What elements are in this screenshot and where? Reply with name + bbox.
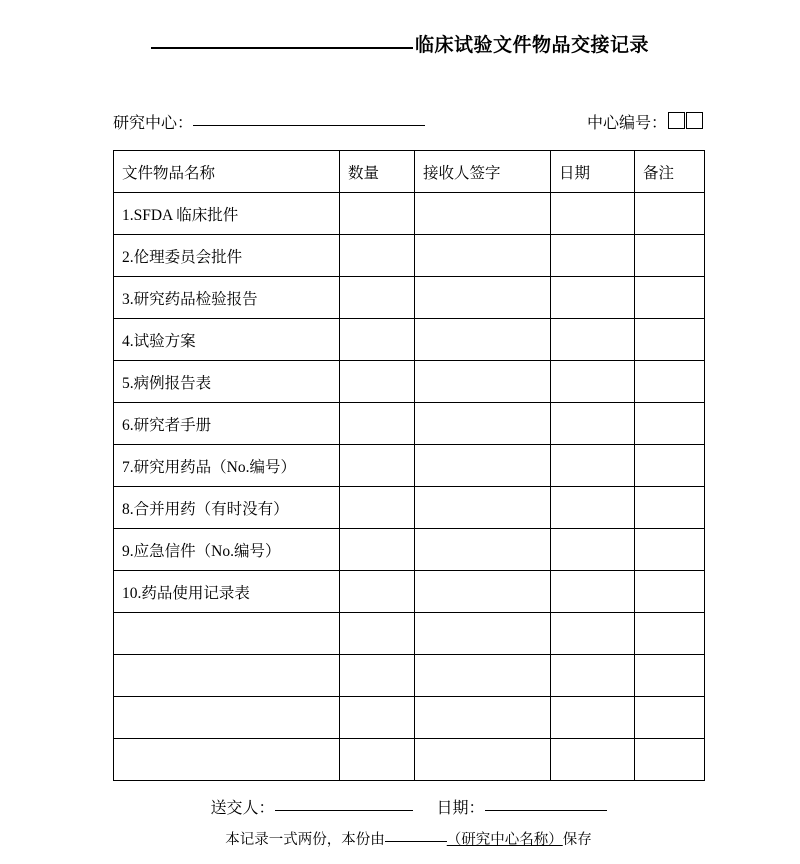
cell-qty[interactable] [340, 235, 415, 277]
table-row [114, 445, 705, 487]
cell-qty[interactable] [340, 571, 415, 613]
cell-note[interactable] [635, 277, 705, 319]
cell-name: 1.SFDA 临床批件 [114, 193, 340, 235]
cell-date[interactable] [551, 529, 635, 571]
table-row [114, 571, 705, 613]
cell-name: 2.伦理委员会批件 [114, 235, 340, 277]
cell-signature[interactable] [415, 193, 551, 235]
footer-signature-line [113, 795, 704, 818]
table-row [114, 529, 705, 571]
column-header-qty: 数量 [340, 151, 415, 193]
cell-signature[interactable] [415, 697, 551, 739]
cell-date[interactable] [551, 403, 635, 445]
title-fill-blank[interactable] [151, 47, 413, 49]
table-row [114, 319, 705, 361]
table-row [114, 655, 705, 697]
footer-note-suffix: 保存 [562, 832, 592, 848]
cell-signature[interactable] [415, 571, 551, 613]
cell-date[interactable] [551, 571, 635, 613]
footer-note-prefix: 本记录一式两份，本份由 [225, 832, 385, 848]
cell-note[interactable] [635, 697, 705, 739]
cell-note[interactable] [635, 739, 705, 781]
cell-note[interactable] [635, 235, 705, 277]
cell-date[interactable] [551, 193, 635, 235]
column-header-note: 备注 [635, 151, 705, 193]
column-header-name: 文件物品名称 [114, 151, 340, 193]
footer-note [113, 828, 704, 849]
footer-date-input-blank[interactable] [485, 810, 607, 811]
column-header-date: 日期 [551, 151, 635, 193]
cell-note[interactable] [635, 613, 705, 655]
cell-signature[interactable] [415, 739, 551, 781]
cell-name: 8.合并用药（有时没有） [114, 487, 340, 529]
cell-qty[interactable] [340, 613, 415, 655]
cell-signature[interactable] [415, 361, 551, 403]
cell-note[interactable] [635, 193, 705, 235]
cell-date[interactable] [551, 277, 635, 319]
cell-name[interactable] [114, 655, 340, 697]
table-row [114, 403, 705, 445]
table-row [114, 277, 705, 319]
table-row [114, 613, 705, 655]
cell-date[interactable] [551, 235, 635, 277]
submitter-label: 送交人： [210, 800, 275, 817]
handover-table [113, 150, 705, 781]
cell-date[interactable] [551, 655, 635, 697]
cell-name[interactable] [114, 613, 340, 655]
cell-qty[interactable] [340, 277, 415, 319]
cell-qty[interactable] [340, 403, 415, 445]
cell-note[interactable] [635, 445, 705, 487]
table-row [114, 697, 705, 739]
cell-qty[interactable] [340, 445, 415, 487]
header-fields [113, 110, 703, 133]
cell-date[interactable] [551, 697, 635, 739]
submitter-input-blank[interactable] [275, 810, 413, 811]
cell-date[interactable] [551, 739, 635, 781]
cell-name: 4.试验方案 [114, 319, 340, 361]
cell-qty[interactable] [340, 361, 415, 403]
cell-name: 3.研究药品检验报告 [114, 277, 340, 319]
cell-note[interactable] [635, 361, 705, 403]
cell-signature[interactable] [415, 445, 551, 487]
cell-signature[interactable] [415, 277, 551, 319]
footer-note-blank[interactable] [385, 841, 447, 842]
cell-signature[interactable] [415, 655, 551, 697]
cell-name: 9.应急信件（No.编号） [114, 529, 340, 571]
cell-name: 6.研究者手册 [114, 403, 340, 445]
cell-signature[interactable] [415, 613, 551, 655]
cell-name[interactable] [114, 739, 340, 781]
cell-note[interactable] [635, 487, 705, 529]
cell-name: 5.病例报告表 [114, 361, 340, 403]
cell-note[interactable] [635, 571, 705, 613]
center-number-label: 中心编号： [586, 115, 667, 132]
cell-date[interactable] [551, 361, 635, 403]
table-header-row [114, 151, 705, 193]
cell-date[interactable] [551, 319, 635, 361]
cell-note[interactable] [635, 403, 705, 445]
center-number-box-2[interactable] [686, 112, 703, 129]
cell-date[interactable] [551, 487, 635, 529]
page-title-text: 临床试验文件物品交接记录 [414, 35, 649, 56]
cell-note[interactable] [635, 529, 705, 571]
cell-signature[interactable] [415, 235, 551, 277]
cell-qty[interactable] [340, 697, 415, 739]
table-row [114, 739, 705, 781]
center-number-field [587, 110, 703, 133]
cell-qty[interactable] [340, 739, 415, 781]
cell-qty[interactable] [340, 487, 415, 529]
cell-name: 10.药品使用记录表 [114, 571, 340, 613]
cell-note[interactable] [635, 319, 705, 361]
table-row [114, 235, 705, 277]
cell-qty[interactable] [340, 655, 415, 697]
center-input-blank[interactable] [193, 125, 425, 126]
cell-qty[interactable] [340, 319, 415, 361]
page-title [0, 30, 800, 57]
table-row [114, 487, 705, 529]
cell-signature[interactable] [415, 487, 551, 529]
cell-name: 7.研究用药品（No.编号） [114, 445, 340, 487]
footer-note-middle: （研究中心名称） [446, 832, 563, 848]
cell-note[interactable] [635, 655, 705, 697]
cell-qty[interactable] [340, 193, 415, 235]
center-label: 研究中心： [113, 115, 194, 132]
cell-signature[interactable] [415, 319, 551, 361]
table-row [114, 193, 705, 235]
table-row [114, 361, 705, 403]
cell-signature[interactable] [415, 529, 551, 571]
cell-date[interactable] [551, 613, 635, 655]
cell-date[interactable] [551, 445, 635, 487]
cell-name[interactable] [114, 697, 340, 739]
center-number-box-1[interactable] [668, 112, 685, 129]
column-header-signature: 接收人签字 [415, 151, 551, 193]
footer-date-label: 日期： [436, 800, 485, 817]
cell-signature[interactable] [415, 403, 551, 445]
cell-qty[interactable] [340, 529, 415, 571]
